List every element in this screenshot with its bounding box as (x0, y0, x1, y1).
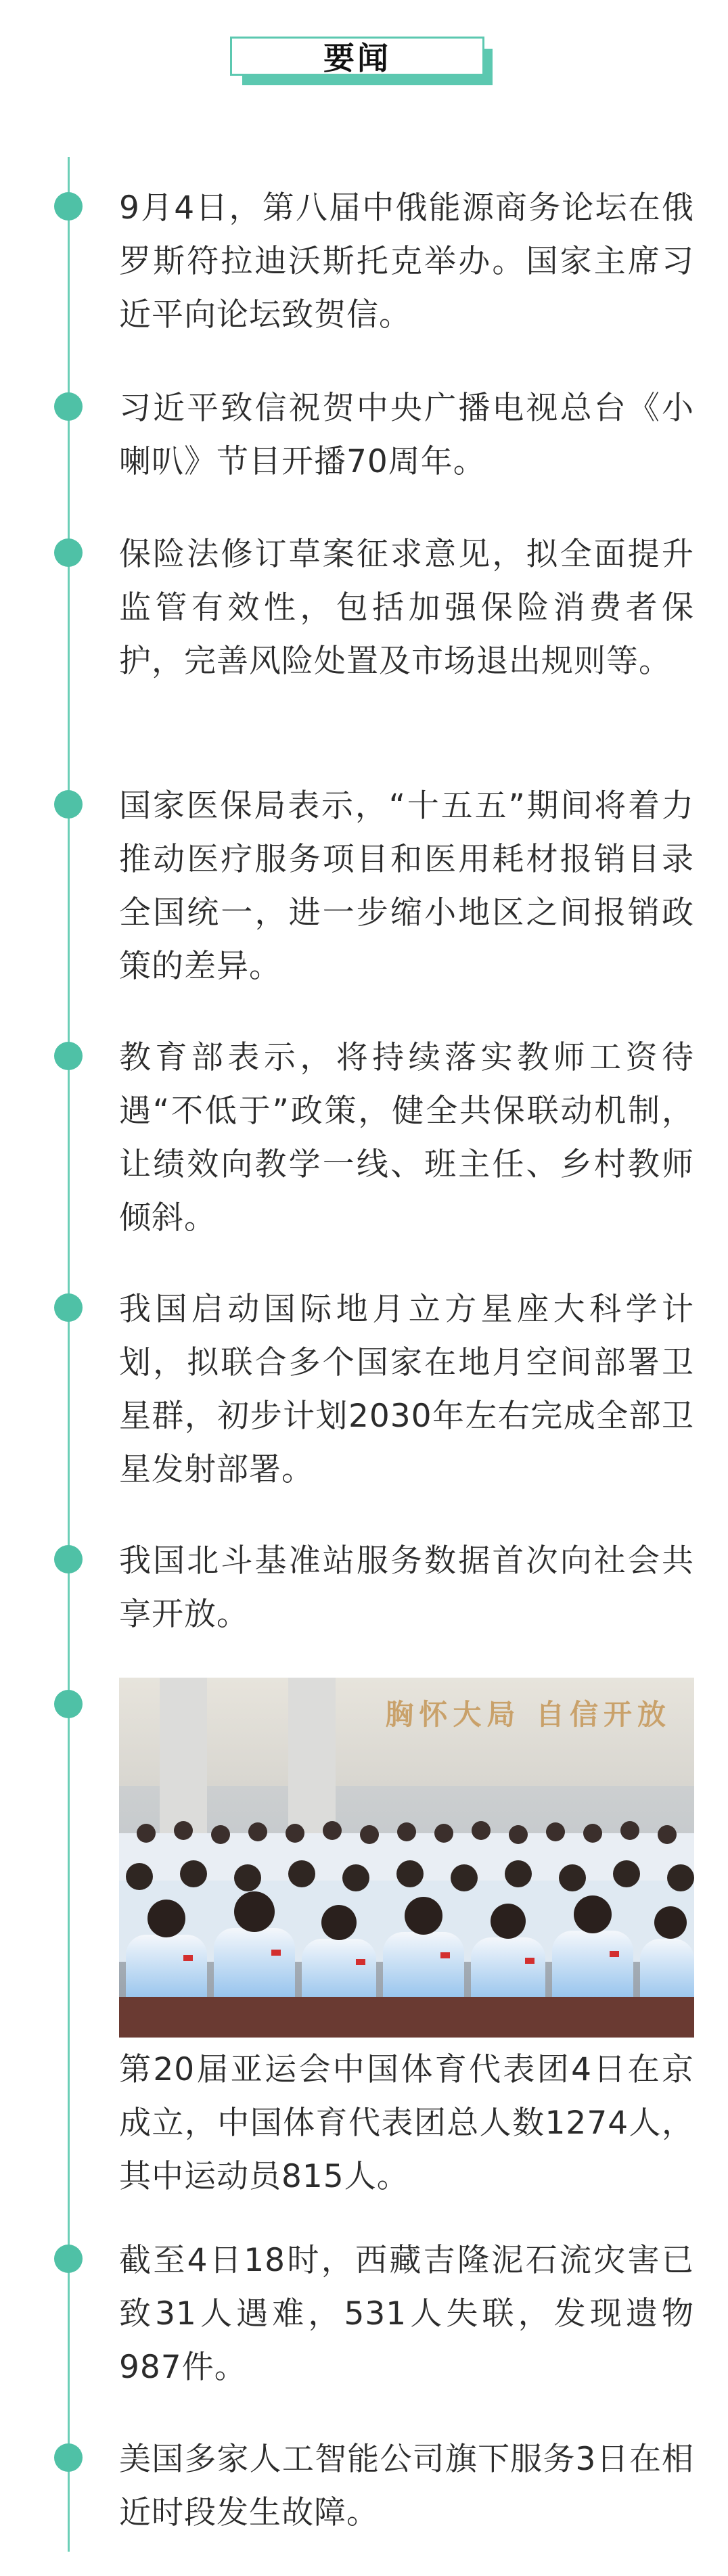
news-item: 我国北斗基准站服务数据首次向社会共享开放。 (119, 1542, 694, 1633)
news-item: 截至4日18时，西藏吉隆泥石流灾害已致31人遇难，531人失联，发现遗物987件。 (119, 2242, 694, 2386)
photo-banner-text: 胸怀大局 自信开放 (385, 1698, 671, 1731)
news-item: 9月4日，第八届中俄能源商务论坛在俄罗斯符拉迪沃斯托克举办。国家主席习近平向论坛致贺信。 (119, 189, 694, 334)
timeline-dot (54, 1690, 83, 1718)
news-item: 教育部表示，将持续落实教师工资待遇“不低于”政策，健全共保联动机制，让绩效向教学一线、班主任、乡村教师倾斜。 (119, 1039, 694, 1237)
timeline-dot (54, 392, 83, 421)
timeline-dot (54, 1293, 83, 1322)
news-item: 美国多家人工智能公司旗下服务3日在相近时段发生故障。 (119, 2441, 694, 2531)
header-box (230, 37, 484, 76)
section-title: 要闻 (323, 40, 391, 76)
photo-caption: 第20届亚运会中国体育代表团4日在京成立，中国体育代表团总人数1274人，其中运动员815人。 (119, 2051, 694, 2195)
news-item: 习近平致信祝贺中央广播电视总台《小喇叭》节目开播70周年。 (119, 390, 694, 480)
timeline-line (68, 157, 70, 2552)
news-photo (119, 1678, 694, 2038)
timeline-dot (54, 2443, 83, 2472)
timeline-dot (54, 538, 83, 567)
timeline-dot (54, 1042, 83, 1070)
section-header (230, 37, 501, 92)
timeline-dot (54, 1545, 83, 1573)
timeline-dot (54, 790, 83, 819)
photo-stage (119, 1997, 694, 2038)
news-item: 保险法修订草案征求意见，拟全面提升监管有效性，包括加强保险消费者保护，完善风险处置及市场退出规则等。 (119, 536, 694, 680)
news-item: 国家医保局表示，“十五五”期间将着力推动医疗服务项目和医用耗材报销目录全国统一，进一步缩小地区之间报销政策的差异。 (119, 787, 694, 985)
timeline-dot (54, 2245, 83, 2273)
timeline-dot (54, 192, 83, 221)
news-item: 我国启动国际地月立方星座大科学计划，拟联合多个国家在地月空间部署卫星群，初步计划2030年左右完成全部卫星发射部署。 (119, 1291, 694, 1488)
